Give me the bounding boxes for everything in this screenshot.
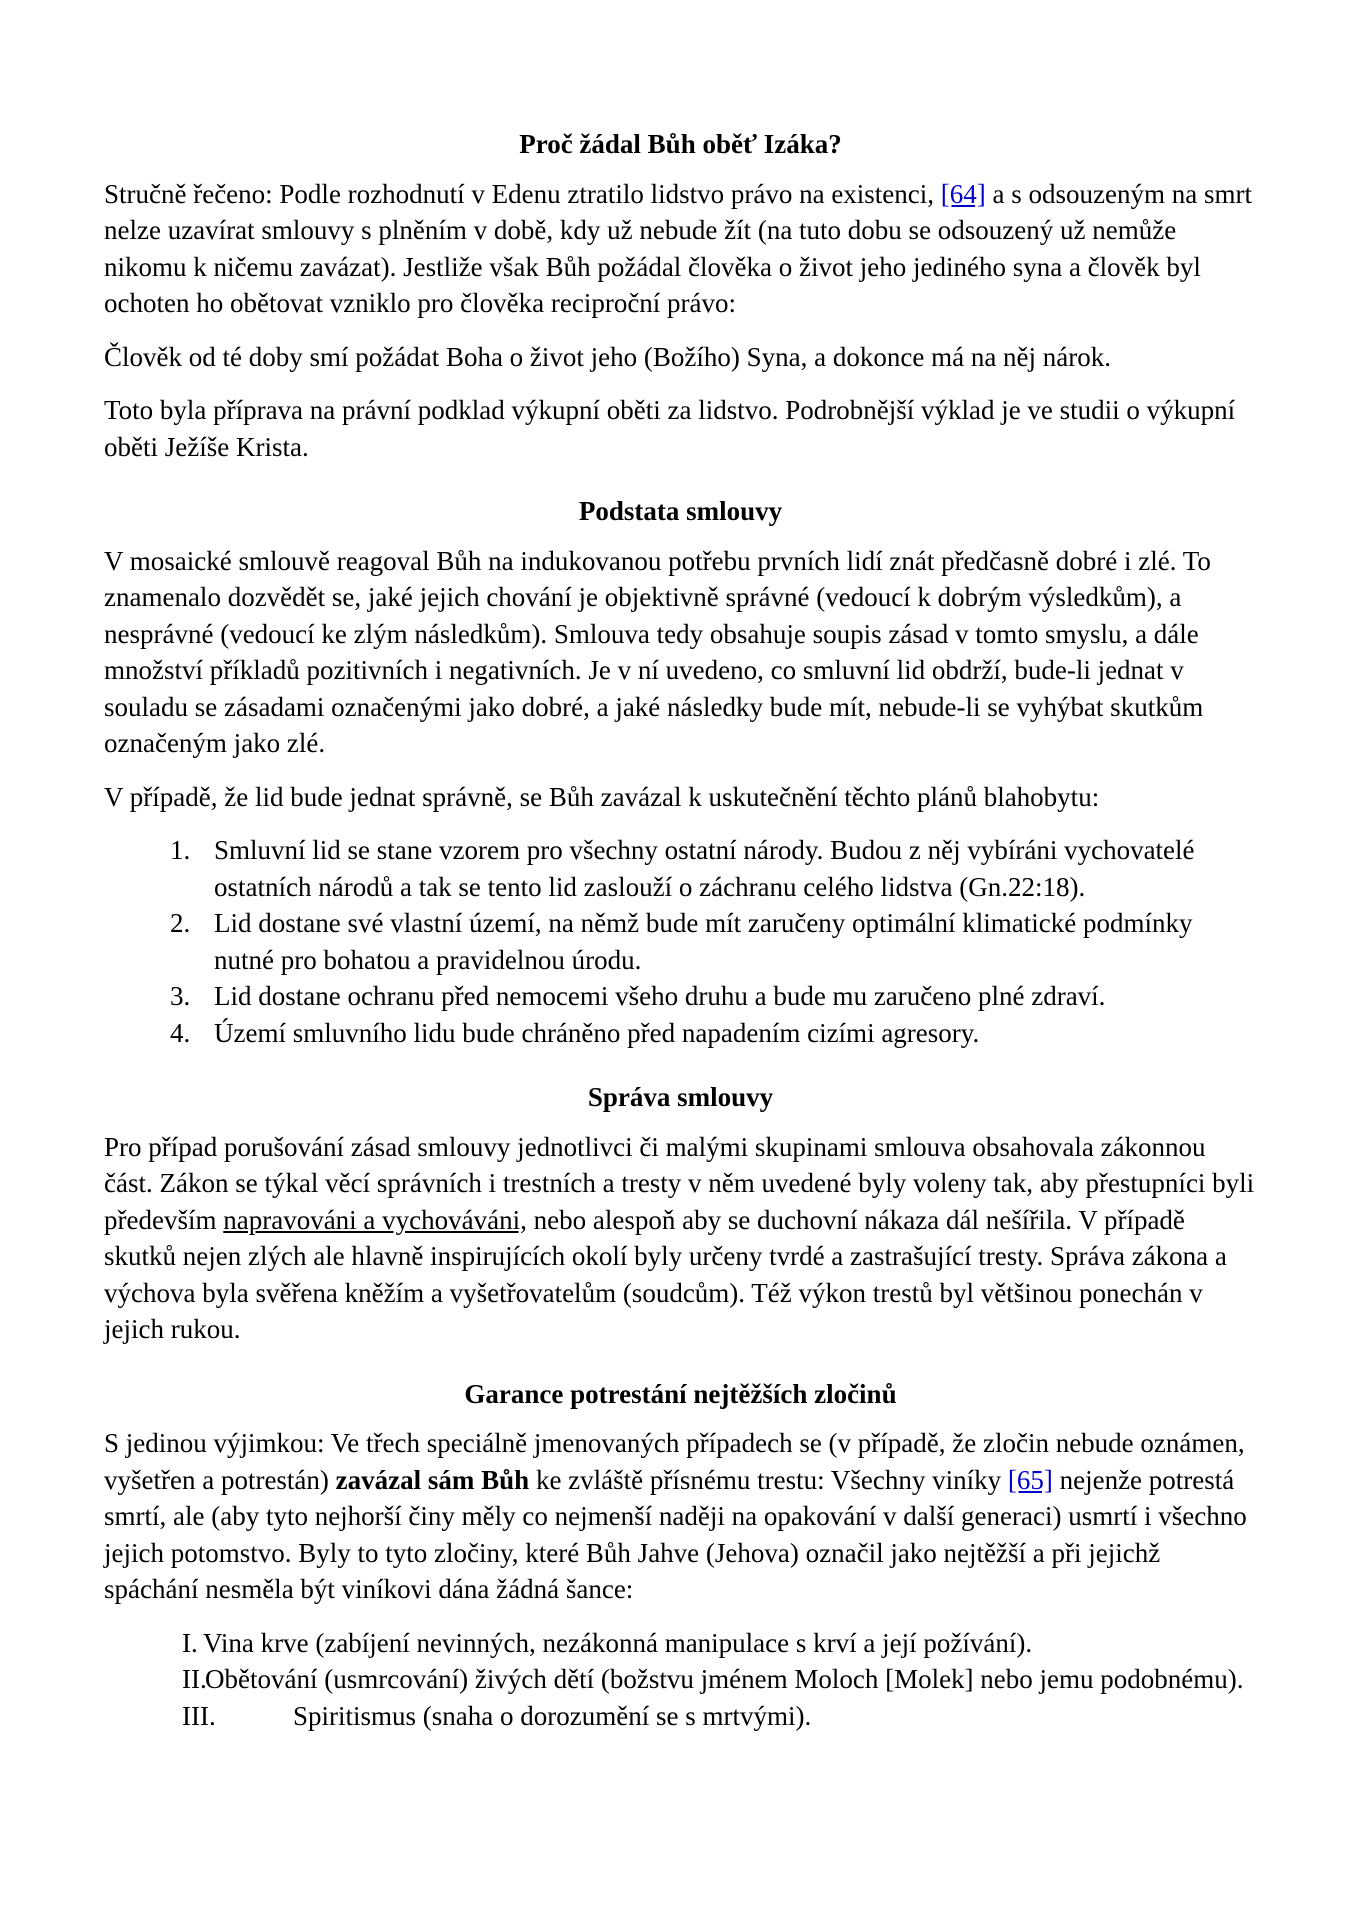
- paragraph-text: Pro případ porušování zásad smlouvy jednotlivci či malými skupinami smlouva obsahovala zákonnou část. Zákon se týkal věcí správních i trestních a tresty v něm uvedené byly voleny tak, aby přestupníci byli především: [104, 1131, 1255, 1235]
- list-item: [182, 1625, 1257, 1662]
- list-item: [170, 832, 1257, 905]
- list-item-number: II.: [182, 1664, 207, 1694]
- section-heading-sprava-smlouvy: Správa smlouvy: [587, 1082, 774, 1112]
- paragraph-text: S jedinou výjimkou: Ve třech speciálně jmenovaných případech se (v případě, že zločin nebude oznámen, vyšetřen a potrestán): [104, 1428, 1245, 1495]
- paragraph-covenant-administration: [104, 1129, 1257, 1348]
- section-heading-podstata-smlouvy: Podstata smlouvy: [578, 496, 783, 526]
- welfare-plans-list: [104, 832, 1257, 1051]
- list-item-text: Území smluvního lidu bude chráněno před napadením cizími agresory.: [214, 1017, 980, 1048]
- paragraph-welfare-plans-intro: V případě, že lid bude jednat správně, se Bůh zavázal k uskutečnění těchto plánů blahobytu:: [104, 781, 1100, 812]
- list-item-number: 4.: [170, 1017, 191, 1048]
- list-item-number: 2.: [170, 908, 191, 938]
- list-item-number: 1.: [170, 835, 191, 865]
- paragraph-text: nejenže potrestá smrtí, ale (aby tyto nejhorší činy měly co nejmenší naději na opakování v další generaci) usmrtí i všechno jejich potomstvo. Byly to tyto zločiny, které Bůh Jahve (Jehova) označil jako nejtěžší a při jejichž spáchání nesměla být viníkovi dána žádná šance:: [104, 1464, 1247, 1604]
- paragraph-text: ke zvláště přísnému trestu: Všechny viníky: [529, 1464, 1008, 1495]
- footnote-link-65[interactable]: [65]: [1007, 1464, 1053, 1495]
- paragraph-text: a s odsouzeným na smrt nelze uzavírat smlouvy s plněním v době, kdy už nebude žít (na tuto dobu se odsouzený už nemůže nikomu k ničemu zavázat). Jestliže však Bůh požádal člověka o život jeho jediného syna a člověk byl ochoten ho obětovat vzniklo pro člověka reciproční právo:: [104, 178, 1252, 318]
- doc-title: Proč žádal Bůh oběť Izáka?: [519, 129, 842, 159]
- list-item-number: 3.: [170, 981, 191, 1011]
- bold-phrase: zavázal sám Bůh: [335, 1464, 530, 1495]
- paragraph-gravest-crimes: [104, 1425, 1257, 1608]
- list-item-text: Obětování (usmrcování) živých dětí (božstvu jménem Moloch [Molek] nebo jemu podobnému).: [205, 1664, 1244, 1694]
- list-item: [182, 1661, 1257, 1698]
- list-item-number: III.: [182, 1700, 216, 1731]
- section-heading-garance-potrestani: Garance potrestání nejtěžších zločinů: [464, 1378, 897, 1409]
- list-item-number: I.: [182, 1627, 198, 1658]
- list-item-text: Lid dostane ochranu před nemocemi všeho druhu a bude mu zaručeno plné zdraví.: [214, 981, 1106, 1011]
- paragraph-reciprocal-right: Člověk od té doby smí požádat Boha o život jeho (Božího) Syna, a dokonce má na něj nárok.: [104, 341, 1112, 372]
- footnote-link-64[interactable]: [64]: [940, 178, 986, 209]
- list-item-text: Spiritismus (snaha o dorozumění se s mrtvými).: [293, 1700, 812, 1731]
- paragraph-text: Stručně řečeno: Podle rozhodnutí v Edenu ztratilo lidstvo právo na existenci,: [104, 178, 941, 209]
- paragraph-text: nebo alespoň aby se duchovní nákaza dál nešířila. V případě skutků nejen zlých ale hlavně inspirujících okolí byly určeny tvrdé a zastrašující tresty. Správa zákona a výchova byla svěřena kněžím a vyšetřovatelům (soudcům). Též výkon trestů byl většinou ponechán v jejich rukou.: [104, 1204, 1227, 1344]
- list-item-text: Smluvní lid se stane vzorem pro všechny ostatní národy. Budou z něj vybíráni vychovatelé ostatních národů a tak se tento lid zaslouží o záchranu celého lidstva (Gn.22:18).: [214, 835, 1195, 902]
- list-item: [170, 905, 1257, 978]
- paragraph-intro: [104, 176, 1257, 322]
- underlined-phrase: napravováni a vychováváni,: [223, 1204, 527, 1235]
- list-item: [182, 1698, 1257, 1735]
- list-item: [170, 978, 1257, 1015]
- list-item-text: Lid dostane své vlastní území, na němž bude mít zaručeny optimální klimatické podmínky nutné pro bohatou a pravidelnou úrodu.: [214, 908, 1193, 975]
- list-item: [170, 1015, 1257, 1052]
- list-item-text: Vina krve (zabíjení nevinných, nezákonná manipulace s krví a její požívání).: [203, 1627, 1033, 1658]
- paragraph-ransom-preparation: Toto byla příprava na právní podklad výkupní oběti za lidstvo. Podrobnější výklad je ve studii o výkupní oběti Ježíše Krista.: [104, 395, 1236, 462]
- paragraph-covenant-essence: V mosaické smlouvě reagoval Bůh na indukovanou potřebu prvních lidí znát předčasně dobré i zlé. To znamenalo dozvědět se, jaké jejich chování je objektivně správné (vedoucí k dobrým výsledkům), a nesprávné (vedoucí ke zlým následkům). Smlouva tedy obsahuje soupis zásad v tomto smyslu, a dále množství příkladů pozitivních i negativních. Je v ní uvedeno, co smluvní lid obdrží, bude-li jednat v souladu se zásadami označenými jako dobré, a jaké následky bude mít, nebude-li se vyhýbat skutkům označeným jako zlé.: [104, 545, 1211, 758]
- gravest-crimes-list: [104, 1625, 1257, 1735]
